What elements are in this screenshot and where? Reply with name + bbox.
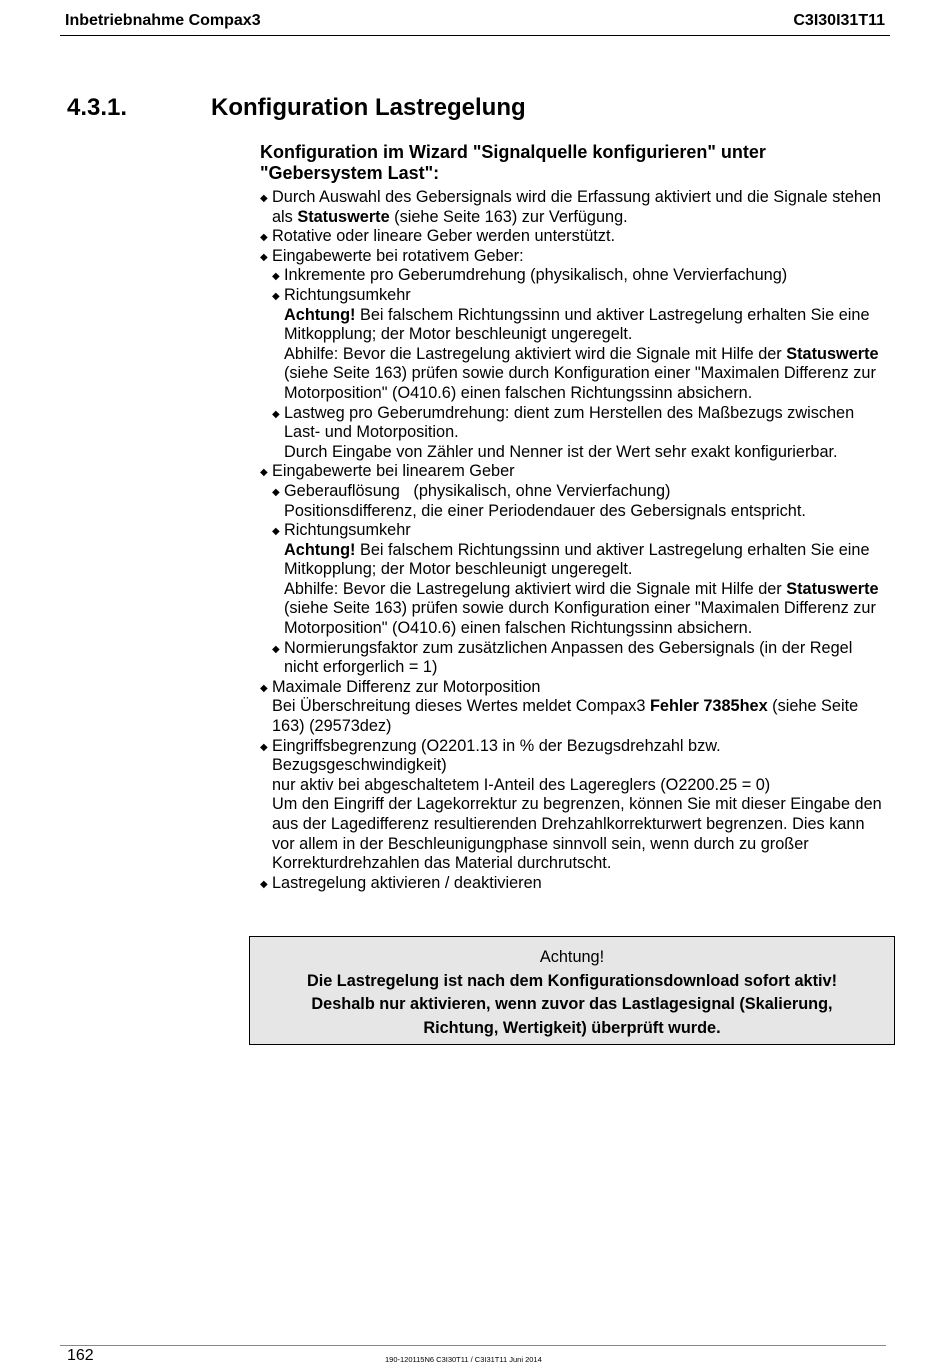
note-title: Achtung!: [539, 948, 605, 966]
list-item: ◆ Maximale Differenz zur Motorposition Bei Überschreitung dieses Wertes meldet Compax3 Fehler 7385hex (siehe Seite 163) (29573dez): [260, 677, 859, 736]
error-code: Fehler 7385hex: [649, 697, 768, 716]
diamond-bullet-icon: ◆: [260, 741, 268, 753]
list-subitem: ◆ Lastweg pro Geberumdrehung: dient zum Herstellen des Maßbezugs zwischen Last- und Motorposition. Durch Eingabe von Zähler und Nenner ist der Wert sehr exakt konfigurierbar.: [272, 403, 855, 461]
statuswerte-ref: Statuswerte: [786, 344, 879, 363]
list-subitem: ◆ Normierungsfaktor zum zusätzlichen Anpassen des Gebersignals (in der Regel nicht erforgerlich = 1): [272, 638, 853, 677]
diamond-bullet-icon: ◆: [272, 486, 280, 498]
diamond-bullet-icon: ◆: [260, 682, 268, 694]
list-subitem: ◆ Inkremente pro Geberumdrehung (physikalisch, ohne Vervierfachung): [260, 266, 890, 286]
list-subitem: ◆ Richtungsumkehr Achtung! Bei falschem Richtungssinn und aktiver Lastregelung erhalten Sie eine Mitkopplung; der Motor beschleunigt ungeregelt. Abhilfe: Bevor die Lastregelung aktiviert wird die Signale mit Hilfe der Statuswerte (siehe Seite 163) prüfen sowie durch Konfiguration einer "Maximalen Differenz zur Motorposition" (O410.6) einen falschen Richtungssinn absichern.: [272, 285, 879, 402]
diamond-bullet-icon: ◆: [272, 290, 280, 302]
footer-reference: 190-120115N6 C3I30T11 / C3I31T11 Juni 2014: [385, 1355, 542, 1364]
list-subitem: ◆ Richtungsumkehr Achtung! Bei falschem Richtungssinn und aktiver Lastregelung erhalten Sie eine Mitkopplung; der Motor beschleunigt ungeregelt. Abhilfe: Bevor die Lastregelung aktiviert wird die Signale mit Hilfe der Statuswerte (siehe Seite 163) prüfen sowie durch Konfiguration einer "Maximalen Differenz zur Motorposition" (O410.6) einen falschen Richtungssinn absichern.: [272, 521, 879, 638]
main-content: [260, 142, 890, 893]
page-header: [60, 10, 890, 36]
section-number: 4.3.1.: [67, 94, 128, 121]
note-line: Richtung, Wertigkeit) überprüft wurde.: [423, 1018, 721, 1037]
list-item: ◆ Eingabewerte bei rotativem Geber:: [260, 247, 890, 267]
header-title: Inbetriebnahme Compax3: [65, 12, 261, 29]
diamond-bullet-icon: ◆: [260, 232, 268, 244]
diamond-bullet-icon: ◆: [260, 193, 268, 204]
header-doc-code: C3I30I31T11: [793, 12, 885, 29]
subheading: Konfiguration im Wizard "Signalquelle konfigurieren" unter "Gebersystem Last":: [260, 142, 766, 183]
diamond-bullet-icon: ◆: [272, 526, 280, 538]
statuswerte-ref: Statuswerte: [297, 207, 390, 226]
section-title: Konfiguration Lastregelung: [211, 94, 526, 121]
note-line: Die Lastregelung ist nach dem Konfigurationsdownload sofort aktiv!: [306, 971, 838, 990]
list-item: ◆ Rotative oder lineare Geber werden unterstützt.: [260, 227, 890, 247]
list-item: ◆ Eingriffsbegrenzung (O2201.13 in % der Bezugsdrehzahl bzw. Bezugsgeschwindigkeit) nur aktiv bei abgeschaltetem I-Anteil des Lagereglers (O2200.25 = 0) Um den Eingriff der Lagekorrektur zu begrenzen, können Sie mit dieser Eingabe den aus der Lagedifferenz resultierenden Drehzahlkorrekturwert begrenzen. Dies kann vor allem in der Beschleunigungphase sinnvoll sein, wenn durch zu großer Korrekturdrehzahlen das Material durchrutscht.: [260, 736, 882, 873]
warning-note-box: [249, 936, 895, 1045]
statuswerte-ref: Statuswerte: [786, 579, 879, 598]
list-item: ◆ Eingabewerte bei linearem Geber: [260, 462, 890, 482]
warning-label: Achtung!: [284, 305, 356, 324]
diamond-bullet-icon: ◆: [260, 467, 268, 479]
diamond-bullet-icon: ◆: [272, 643, 280, 655]
footer-divider: [60, 1345, 886, 1346]
diamond-bullet-icon: ◆: [260, 878, 268, 890]
page-number: 162: [67, 1347, 94, 1364]
diamond-bullet-icon: ◆: [272, 271, 280, 283]
diamond-bullet-icon: ◆: [272, 408, 280, 420]
note-line: Deshalb nur aktivieren, wenn zuvor das Lastlagesignal (Skalierung,: [311, 995, 833, 1013]
list-item: ◆ Durch Auswahl des Gebersignals wird die Erfassung aktiviert und die Signale stehen als Statuswerte (siehe Seite 163) zur Verfügung.: [260, 188, 882, 226]
warning-label: Achtung!: [284, 540, 356, 559]
list-subitem: ◆ Geberauflösung (physikalisch, ohne Vervierfachung) Positionsdifferenz, die einer Periodendauer des Gebersignals entspricht.: [272, 481, 806, 520]
list-item: ◆ Lastregelung aktivieren / deaktivieren: [260, 874, 890, 894]
diamond-bullet-icon: ◆: [260, 251, 268, 263]
